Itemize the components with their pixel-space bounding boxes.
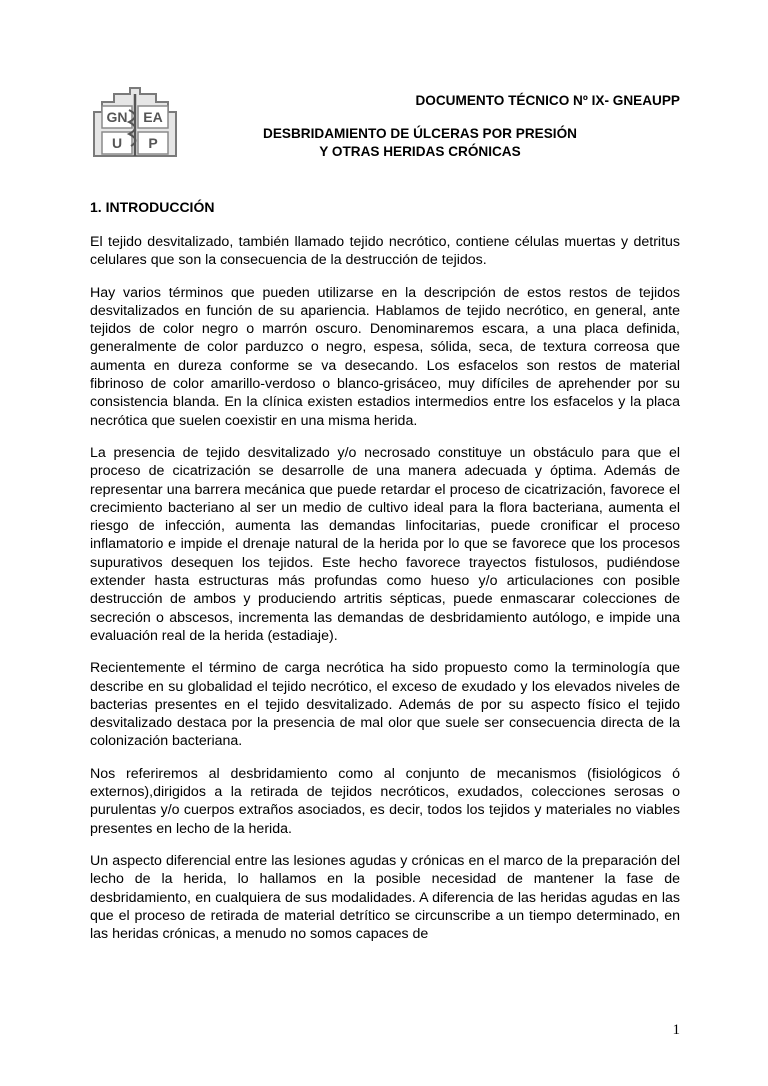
logo-letter-p: P [148, 135, 158, 151]
page-number: 1 [672, 1022, 680, 1038]
paragraph: Un aspecto diferencial entre las lesiones agudas y crónicas en el marco de la preparación del lecho de la herida, lo hallamos en la posible necesidad de mantener la fase de desbridamiento, en cualquiera de sus modalidades. A diferencia de las heridas agudas en las que el proceso de retirada de material detrítico se circunscribe a un tiempo determinado, en las heridas crónicas, a menudo no somos capaces de [90, 852, 680, 943]
logo-letter-u: U [111, 135, 123, 151]
paragraph: Recientemente el término de carga necrótica ha sido propuesto como la terminología que describe en su globalidad el tejido necrótico, el exceso de exudado y los elevados niveles de bacterias presentes en el tejido desvitalizado. Además de por su aspecto físico el tejido desvitalizado destaca por la presencia de mal olor que suele ser consecuencia directa de la colonización bacteriana. [90, 660, 680, 750]
document-subtitle [200, 125, 640, 161]
subtitle-line-1: DESBRIDAMIENTO DE ÚLCERAS POR PRESIÓN [263, 126, 577, 141]
logo-letter-gn: GN [106, 109, 128, 125]
gneaupp-logo-icon [86, 86, 184, 160]
subtitle-line-2: Y OTRAS HERIDAS CRÓNICAS [319, 144, 521, 159]
document-title: DOCUMENTO TÉCNICO Nº IX- GNEAUPP [415, 93, 680, 108]
paragraph: Hay varios términos que pueden utilizarse en la descripción de estos restos de tejidos desvitalizados en función de su apariencia. Hablamos de tejido necrótico, en general, ante tejidos de color negro o marrón oscuro. Denominaremos escara, a una placa definida, generalmente de color parduzco o negro, espesa, sólida, seca, de textura correosa que aumenta en dureza conforme se va desecando. Los esfacelos son restos de material fibrinoso de color amarillo-verdoso o blanco-grisáceo, muy difíciles de aprehender por su consistencia blanda. En la clínica existen estadios intermedios entre los esfacelos y la placa necrótica que suelen coexistir en una misma herida. [90, 284, 680, 429]
paragraph: La presencia de tejido desvitalizado y/o necrosado constituye un obstáculo para que el proceso de cicatrización se desarrolle de una manera adecuada y óptima. Además de representar una barrera mecánica que puede retardar el proceso de cicatrización, favorece el crecimiento bacteriano al ser un medio de cultivo ideal para la flora bacteriana, aumenta el riesgo de infección, aumenta las demandas linfocitarias, puede cronificar el proceso inflamatorio e impide el drenaje natural de la herida por lo que se favorece que los procesos supurativos desequen los tejidos. Este hecho favorece trayectos fistulosos, pudiéndose extender hasta estructuras más profundas como hueso y/o articulaciones con posible destrucción de ambos y produciendo artritis sépticas, puede enmascarar colecciones de secreción o abscesos, incrementa las demandas de desbridamiento autólogo, e impide una evaluación real de la herida (estadiaje). [90, 444, 680, 644]
logo-letter-ea: EA [143, 109, 163, 125]
paragraph: El tejido desvitalizado, también llamado tejido necrótico, contiene células muertas y detritus celulares que son la consecuencia de la destrucción de tejidos. [90, 234, 680, 269]
body-text [90, 233, 680, 957]
paragraph: Nos referiremos al desbridamiento como al conjunto de mecanismos (fisiológicos ó externos),dirigidos a la retirada de tejidos necróticos, exudados, colecciones serosas o purulentas y/o cuerpos extraños asociados, es decir, todos los tejidos y materiales no viables presentes en lecho de la herida. [90, 765, 680, 837]
section-heading: 1. INTRODUCCIÓN [90, 199, 215, 215]
